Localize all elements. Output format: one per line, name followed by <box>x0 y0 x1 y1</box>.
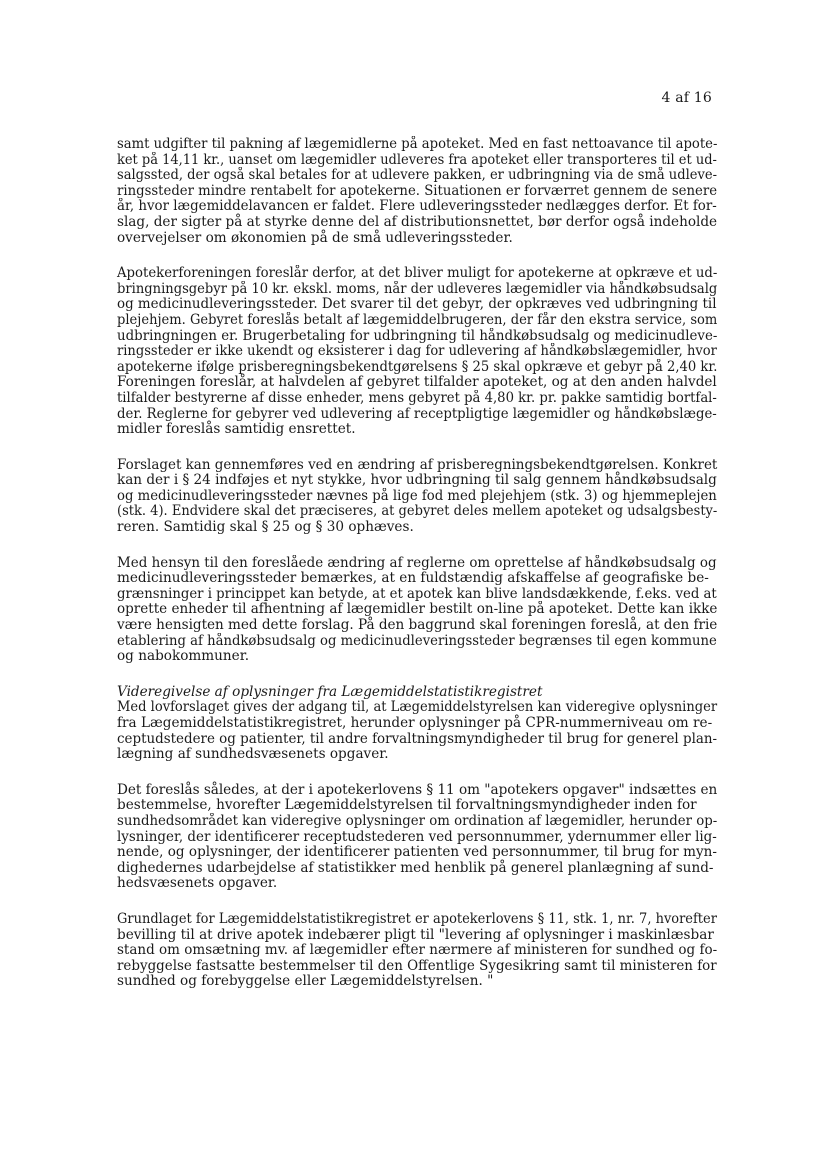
text-line: Det foreslås således, at der i apotekerlovens § 11 om "apotekers opgaver" indsættes en <box>117 781 718 798</box>
text-line: bestemmelse, hvorefter Lægemiddelstyrelsen til forvaltningsmyndigheder inden for <box>117 797 697 814</box>
text-line: oprette enheder til afhentning af lægemidler bestilt on-line på apoteket. Dette kan ikke <box>117 601 718 618</box>
paragraph <box>117 137 717 246</box>
text-line: og medicinudleveringssteder nævnes på lige fod med plejehjem (stk. 3) og hjemmeplejen <box>117 487 717 504</box>
text-line: medicinudleveringssteder bemærkes, at en fuldstændig afskaffelse af geografiske be- <box>117 570 709 587</box>
text-line: være hensigten med dette forslag. På den baggrund skal foreningen foreslå, at den frie <box>117 617 718 634</box>
text-line: ceptudstedere og patienter, til andre forvaltningsmyndigheder til brug for generel plan- <box>117 730 718 747</box>
document-body <box>117 137 717 1010</box>
text-line: overvejelser om økonomien på de små udleveringssteder. <box>117 229 513 246</box>
paragraph <box>117 458 717 536</box>
text-line: fra Lægemiddelstatistikregistret, herunder oplysninger på CPR-nummerniveau om re- <box>117 715 713 731</box>
text-line: slag, der sigter på at styrke denne del af distributionsnettet, bør derfor også indeholde <box>117 213 718 230</box>
text-line: bringningsgebyr på 10 kr. ekskl. moms, når der udleveres lægemidler via håndkøbsudsalg <box>117 280 718 297</box>
page-number: 4 af 16 <box>661 90 712 106</box>
text-line: etablering af håndkøbsudsalg og medicinudleveringssteder begrænses til egen kommune <box>117 632 717 649</box>
text-line: reren. Samtidig skal § 25 og § 30 ophæves. <box>117 519 414 536</box>
text-line: (stk. 4). Endvidere skal det præciseres, at gebyret deles mellem apoteket og udsalgsbesty- <box>117 503 718 520</box>
text-line: og medicinudleveringssteder. Det svarer til det gebyr, der opkræves ved udbringning til <box>117 296 717 313</box>
text-line: samt udgifter til pakning af lægemidlerne på apoteket. Med en fast nettoavance til apote- <box>117 136 718 152</box>
paragraph <box>117 266 717 438</box>
text-line: tilfalder bestyrerne af disse enheder, mens gebyret på 4,80 kr. pr. pakke samtidig bortfal- <box>117 389 717 406</box>
text-line: salgssted, der også skal betales for at udlevere pakken, er udbringning via de små udleve- <box>117 167 718 184</box>
paragraph <box>117 685 717 763</box>
text-line: år, hvor lægemiddelavancen er faldet. Flere udleveringssteder nedlægges derfor. Et for- <box>117 198 717 215</box>
text-line: Med lovforslaget gives der adgang til, at Lægemiddelstyrelsen kan videregive oplysninger <box>117 699 718 716</box>
text-line: der. Reglerne for gebyrer ved udlevering af receptpligtige lægemidler og håndkøbslæge- <box>117 405 717 422</box>
text-line: midler foreslås samtidig ensrettet. <box>117 421 356 438</box>
text-line: Forslaget kan gennemføres ved en ændring af prisberegningsbekendtgørelsen. Konkret <box>117 456 718 473</box>
text-line: lysninger, der identificerer receptudstederen ved personnummer, ydernummer eller lig- <box>117 828 717 845</box>
text-line: sundhedsområdet kan videregive oplysninger om ordination af lægemidler, herunder op- <box>117 812 718 829</box>
text-line: Grundlaget for Lægemiddelstatistikregistret er apotekerlovens § 11, stk. 1, nr. 7, hvorefter <box>117 910 717 927</box>
text-line: lægning af sundhedsvæsenets opgaver. <box>117 746 389 763</box>
text-line: ket på 14,11 kr., uanset om lægemidler udleveres fra apoteket eller transporteres til et ud- <box>117 151 717 168</box>
text-line: bevilling til at drive apotek indebærer pligt til "levering af oplysninger i maskinlæsbar <box>117 926 714 943</box>
text-line: apotekerne ifølge prisberegningsbekendtgørelsens § 25 skal opkræve et gebyr på 2,40 kr. <box>117 358 718 375</box>
paragraph <box>117 912 717 990</box>
text-line: ringssteder er ikke ukendt og eksisterer i dag for udlevering af håndkøbslægemidler, hvor <box>117 343 717 360</box>
text-line: plejehjem. Gebyret foreslås betalt af lægemiddelbrugeren, der får den ekstra service, som <box>117 311 718 328</box>
text-line: sundhed og forebyggelse eller Lægemiddelstyrelsen. " <box>117 973 494 990</box>
text-line: og nabokommuner. <box>117 648 250 665</box>
section-subheading: Videregivelse af oplysninger fra Lægemiddelstatistikregistret <box>117 683 543 700</box>
paragraph <box>117 783 717 892</box>
text-line: udbringningen er. Brugerbetaling for udbringning til håndkøbsudsalg og medicinudleve- <box>117 327 718 344</box>
paragraph <box>117 556 717 665</box>
text-line: Apotekerforeningen foreslår derfor, at det bliver muligt for apotekerne at opkræve et ud- <box>117 265 718 282</box>
text-line: Foreningen foreslår, at halvdelen af gebyret tilfalder apoteket, og at den anden halvdel <box>117 374 717 391</box>
text-line: hedsvæsenets opgaver. <box>117 875 278 892</box>
text-line: dighedernes udarbejdelse af statistikker med henblik på generel planlægning af sund- <box>117 859 714 876</box>
text-line: kan der i § 24 indføjes et nyt stykke, hvor udbringning til salg gennem håndkøbsudsalg <box>117 472 717 489</box>
text-line: Med hensyn til den foreslåede ændring af reglerne om oprettelse af håndkøbsudsalg og <box>117 554 717 571</box>
text-line: nende, og oplysninger, der identificerer patienten ved personnummer, til brug for myn- <box>117 844 717 861</box>
text-line: grænsninger i princippet kan betyde, at et apotek kan blive landsdækkende, f.eks. ved at <box>117 585 717 602</box>
text-line: rebyggelse fastsatte bestemmelser til den Offentlige Sygesikring samt til ministeren for <box>117 957 717 974</box>
text-line: stand om omsætning mv. af lægemidler efter nærmere af ministeren for sundhed og fo- <box>117 942 718 959</box>
text-line: ringssteder mindre rentabelt for apotekerne. Situationen er forværret gennem de senere <box>117 182 718 199</box>
